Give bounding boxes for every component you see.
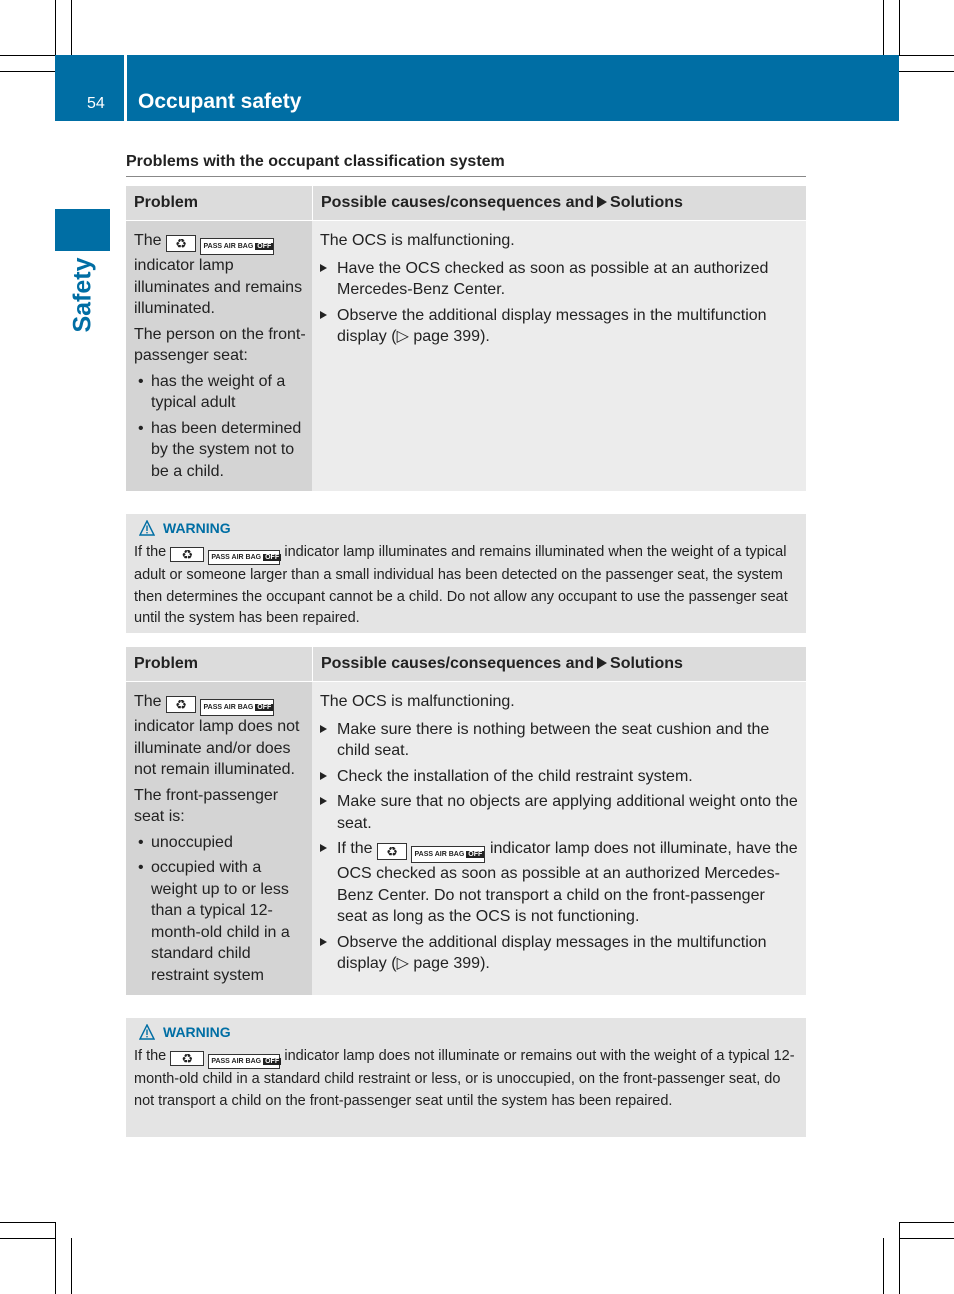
problem-table-1 [126, 186, 806, 491]
child-seat-icon: ♻ [166, 235, 196, 252]
airbag-off-text: OFF [265, 554, 280, 561]
airbag-text: PASS AIR BAG [414, 851, 465, 858]
solution-step [320, 305, 798, 348]
problem-text [134, 230, 308, 320]
solutions-header-label: Solutions [610, 194, 683, 211]
solution-step [320, 258, 798, 301]
side-tab-label: Safety [68, 257, 96, 333]
table-row [126, 221, 806, 491]
solutions-header-label: Solutions [610, 655, 683, 672]
step-text: Observe the additional display messages in the multifunction display (▷ page 399). [337, 306, 767, 345]
section-title: Problems with the occupant classification system [126, 153, 505, 170]
problem-cell [126, 682, 312, 995]
child-seat-icon: ♻ [170, 547, 204, 562]
solution-step [320, 791, 798, 834]
cause-text: The OCS is malfunctioning. [320, 232, 515, 249]
step-arrow-icon [320, 311, 327, 319]
crop-mark [71, 1238, 72, 1294]
problem-column-header: Problem [134, 194, 199, 211]
problem-cell [126, 221, 312, 491]
airbag-off-text: OFF [468, 851, 483, 858]
warning-lead: If the [134, 544, 167, 560]
side-tab [55, 255, 110, 335]
bullet-mark: • [138, 859, 144, 876]
problem-subtext: The person on the front-passenger seat: [134, 325, 306, 364]
solution-step [320, 932, 798, 975]
problem-subtext: The front-passenger seat is: [134, 786, 279, 825]
warning-body: indicator lamp illuminates and remains illuminated when the weight of a typical adult or someone larger than a small individual has been detected on the passenger seat, the system then determines the occupant cannot be a child. Do not allow any occupant to use the passenger seat until the system has been repaired. [134, 544, 788, 627]
arrow-icon [597, 196, 607, 208]
step-text: Have the OCS checked as soon as possible at an authorized Mercedes-Benz Center. [337, 259, 769, 298]
warning-box-2 [126, 1018, 806, 1137]
pass-air-bag-off-icon [200, 699, 274, 716]
crop-mark [899, 1238, 954, 1239]
warning-triangle-icon [139, 520, 155, 536]
crop-mark [899, 1222, 900, 1294]
airbag-off-text: OFF [265, 1058, 280, 1065]
child-seat-icon: ♻ [377, 843, 407, 860]
solution-cell [312, 221, 806, 491]
crop-mark [883, 0, 884, 55]
crop-mark [0, 55, 55, 56]
problem-description: indicator lamp illuminates and remains illuminated. [134, 257, 303, 317]
arrow-icon [597, 657, 607, 669]
side-tab-marker [55, 209, 110, 251]
warning-text [134, 542, 798, 630]
list-item [134, 857, 308, 986]
crop-mark [883, 1238, 884, 1294]
step-text: Check the installation of the child restraint system. [337, 767, 693, 785]
page-title: Occupant safety [138, 90, 302, 113]
child-seat-icon: ♻ [166, 696, 196, 713]
crop-mark [0, 71, 55, 72]
step-arrow-icon [320, 725, 327, 733]
step-arrow-icon [320, 797, 327, 805]
warning-heading [134, 520, 798, 542]
header-divider [124, 55, 127, 121]
solutions-header-text: Possible causes/consequences and [321, 655, 595, 672]
list-item [134, 371, 308, 414]
step-text: Make sure there is nothing between the seat cushion and the child seat. [337, 720, 770, 759]
airbag-text: PASS AIR BAG [203, 704, 254, 711]
step-arrow-icon [320, 938, 327, 946]
airbag-text: PASS AIR BAG [203, 243, 254, 250]
pass-air-bag-off-icon [200, 238, 274, 255]
crop-mark [899, 0, 900, 55]
list-item-text: occupied with a weight up to or less than a typical 12-month-old child in a standard child restraint system [151, 859, 290, 984]
child-seat-icon: ♻ [170, 1051, 204, 1066]
list-item-text: has the weight of a typical adult [151, 372, 286, 411]
step-text: Make sure that no objects are applying additional weight onto the seat. [337, 793, 798, 832]
problem-table-2 [126, 647, 806, 995]
problem-lead: The [134, 232, 162, 249]
table-row [126, 682, 806, 995]
section-rule [126, 176, 806, 177]
step-text: Observe the additional display messages in the multifunction display (▷ page 399). [337, 933, 767, 972]
crop-mark [899, 71, 954, 72]
crop-mark [899, 55, 954, 56]
warning-box-1 [126, 514, 806, 633]
airbag-off-text: OFF [257, 704, 272, 711]
warning-triangle-icon [139, 1024, 155, 1040]
bullet-mark: • [138, 372, 144, 390]
step-arrow-icon [320, 772, 327, 780]
table-header [126, 186, 806, 221]
pass-air-bag-off-icon [208, 550, 280, 565]
crop-mark [0, 1238, 55, 1239]
step-arrow-icon [320, 264, 327, 272]
crop-mark [55, 0, 56, 55]
crop-mark [71, 0, 72, 55]
solution-step [320, 766, 798, 788]
solutions-column-header [312, 647, 806, 681]
problem-column-header: Problem [134, 655, 199, 672]
cause-text: The OCS is malfunctioning. [320, 693, 515, 710]
warning-lead: If the [134, 1048, 167, 1064]
pass-air-bag-off-icon [411, 846, 485, 863]
bullet-mark: • [138, 833, 144, 851]
step-lead: If the [337, 840, 373, 857]
airbag-off-text: OFF [257, 243, 272, 250]
solutions-column-header [312, 186, 806, 220]
crop-mark [0, 1222, 55, 1223]
warning-text [134, 1046, 798, 1112]
solution-step [320, 838, 798, 928]
table-header [126, 647, 806, 682]
crop-mark [899, 1222, 954, 1223]
problem-lead: The [134, 693, 162, 710]
solution-step [320, 719, 798, 762]
warning-body: indicator lamp does not illuminate or remains out with the weight of a typical 12-month-old child in a standard child restraint or less, or is unoccupied, on the front-passenger seat, do not transport a child on the front-passenger seat until the system has been repaired. [134, 1048, 795, 1109]
list-item-text: has been determined by the system not to be a child. [151, 419, 302, 480]
list-item-text: unoccupied [151, 833, 233, 851]
solution-cell [312, 682, 806, 995]
warning-label: WARNING [163, 520, 231, 536]
crop-mark [55, 1222, 56, 1294]
problem-text [134, 691, 308, 781]
page-number: 54 [87, 95, 105, 112]
airbag-text: PASS AIR BAG [211, 1058, 262, 1065]
list-item [134, 418, 308, 483]
bullet-mark: • [138, 419, 144, 437]
pass-air-bag-off-icon [208, 1054, 280, 1069]
solutions-header-text: Possible causes/consequences and [321, 194, 595, 211]
warning-heading [134, 1024, 798, 1046]
problem-description: indicator lamp does not illuminate and/or does not remain illuminated. [134, 718, 300, 778]
step-text: indicator lamp does not illuminate, have the OCS checked as soon as possible at an authorized Mercedes-Benz Center. Do not transport a child on the front-passenger seat as long as the OCS is not functioning. [337, 840, 798, 925]
warning-label: WARNING [163, 1024, 231, 1040]
airbag-text: PASS AIR BAG [211, 554, 262, 561]
step-arrow-icon [320, 844, 327, 852]
list-item [134, 832, 308, 854]
